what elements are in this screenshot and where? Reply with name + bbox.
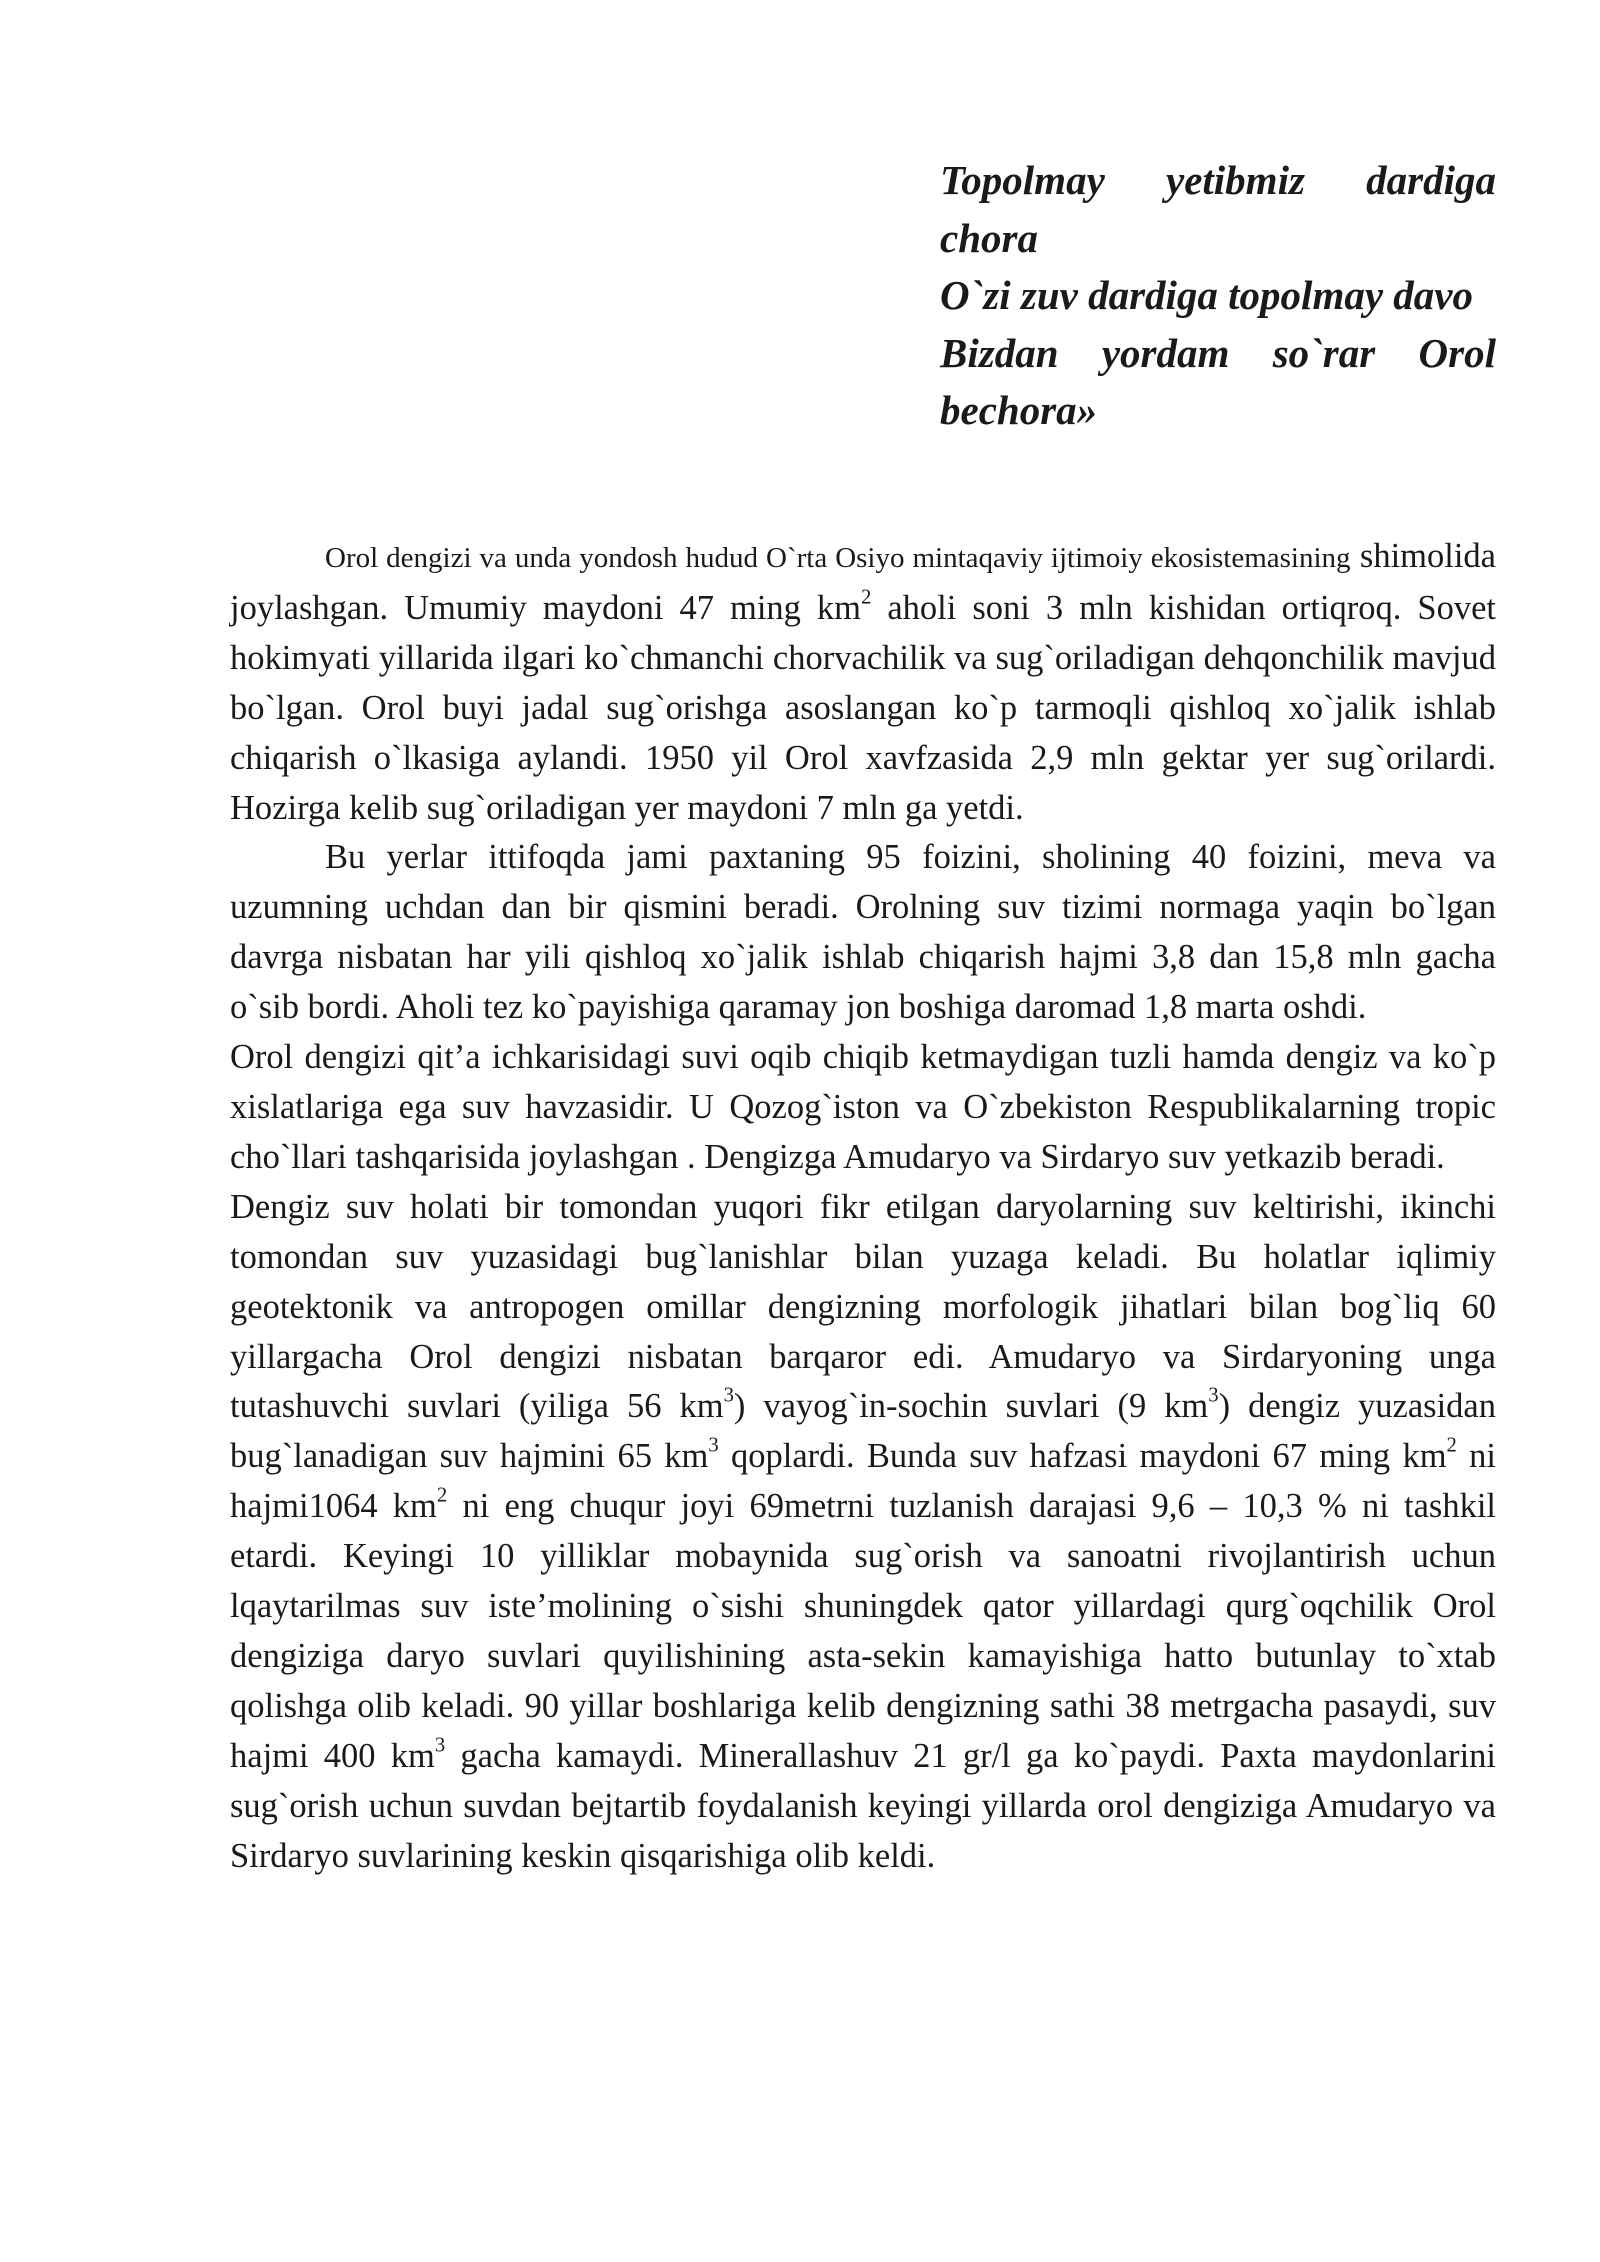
paragraph-4-text-b: ) vayog`in-sochin suvlari (9 km xyxy=(733,1387,1209,1426)
paragraph-2: Bu yerlar ittifoqda jami paxtaning 95 foizini, sholining 40 foizini, meva va uzumning uchdan dan bir qismini beradi. Orolning suv tizimi normaga yaqin bo`lgan davrga nisbatan har yili qishloq xo`jalik ishlab chiqarish hajmi 3,8 dan 15,8 mln gacha o`sib bordi. Aholi tez ko`payishiga qaramay jon boshiga daromad 1,8 marta oshdi. xyxy=(230,838,1496,1027)
body-text xyxy=(230,532,1496,1881)
paragraph-4-text-f: ni eng chuqur joyi 69metrni tuzlanish darajasi 9,6 – 10,3 % ni tashkil etardi. Keyingi 10 yilliklar mobaynida sug`orish va sanoatni rivojlantirish uchun lqaytarilmas suv iste’molining o`sishi shuningdek qator yillardagi qurg`oqchilik Orol dengiziga daryo suvlari quyilishining asta-sekin kamayishiga hatto butunlay to`xtab qolishga olib keladi. 90 yillar boshlariga kelib dengizning sathi 38 metrgacha pasaydi, suv hajmi 400 km xyxy=(230,1487,1497,1775)
paragraph-1 xyxy=(230,532,1496,833)
paragraph-4-text-d: qoplardi. Bunda suv hafzasi maydoni 67 ming km xyxy=(718,1437,1447,1476)
paragraph-1-text-a: shimolida joylashgan. Umumiy maydoni 47 ming km xyxy=(230,537,1496,627)
paragraph-4-text-a: Dengiz suv holati bir tomondan yuqori fikr etilgan daryolarning suv keltirishi, ikinchi tomondan suv yuzasidagi bug`lanishlar bilan yuzaga keladi. Bu holatlar iqlimiy geotektonik va antropogen omillar dengizning morfologik jihatlari bilan bog`liq 60 yillargacha Orol dengizi nisbatan barqaror edi. Amudaryo va Sirdaryoning unga tutashuvchi suvlari (yiliga 56 km xyxy=(230,1187,1496,1426)
paragraph-3: Orol dengizi qit’a ichkarisidagi suvi oqib chiqib ketmaydigan tuzli hamda dengiz va ko`p xislatlariga ega suv havzasidir. U Qozog`iston va O`zbekiston Respublikalarning tropic cho`llari tashqarisida joylashgan . Dengizga Amudaryo va Sirdaryo suv yetkazib beradi. xyxy=(230,1038,1496,1176)
superscript: 3 xyxy=(1208,1384,1219,1407)
epigraph-poem xyxy=(940,152,1496,440)
superscript: 2 xyxy=(861,586,872,609)
superscript: 2 xyxy=(436,1484,448,1507)
superscript: 3 xyxy=(708,1434,719,1457)
paragraph-4-text-e: ni hajmi1064 km xyxy=(230,1437,1497,1526)
paragraph-4 xyxy=(230,1183,1496,1882)
superscript: 2 xyxy=(1446,1434,1457,1457)
paragraph-4-text-c: ) dengiz yuzasidan bug`lanadigan suv hajmini 65 km xyxy=(230,1387,1496,1476)
epigraph-line-3: Bizdan yordam so`rar Orol bechora» xyxy=(940,329,1496,433)
paragraph-4-text-g: gacha kamaydi. Minerallashuv 21 gr/l ga ko`paydi. Paxta maydonlarini sug`orish uchun suvdan bejtartib foydalanish keyingi yillarda orol dengiziga Amudaryo va Sirdaryo suvlarining keskin qisqarishiga olib keldi. xyxy=(230,1736,1497,1875)
superscript: 3 xyxy=(723,1384,734,1407)
paragraph-1-lead: Orol dengizi va unda yondosh hudud O`rta Osiyo mintaqaviy ijtimoiy ekosistemasining xyxy=(325,542,1351,574)
epigraph-line-2: O`zi zuv dardiga topolmay davo xyxy=(940,272,1473,318)
paragraph-1-text-b: aholi soni 3 mln kishidan ortiqroq. Sovet hokimyati yillarida ilgari ko`chmanchi chorvachilik va sug`oriladigan dehqonchilik mavjud bo`lgan. Orol buyi jadal sug`orishga asoslangan ko`p tarmoqli qishloq xo`jalik ishlab chiqarish o`lkasiga aylandi. 1950 yil Orol xavfzasida 2,9 mln gektar yer sug`orilardi. Hozirga kelib sug`oriladigan yer maydoni 7 mln ga yetdi. xyxy=(230,588,1496,827)
superscript: 3 xyxy=(434,1734,446,1757)
epigraph-line-1: Topolmay yetibmiz dardiga chora xyxy=(940,157,1496,261)
